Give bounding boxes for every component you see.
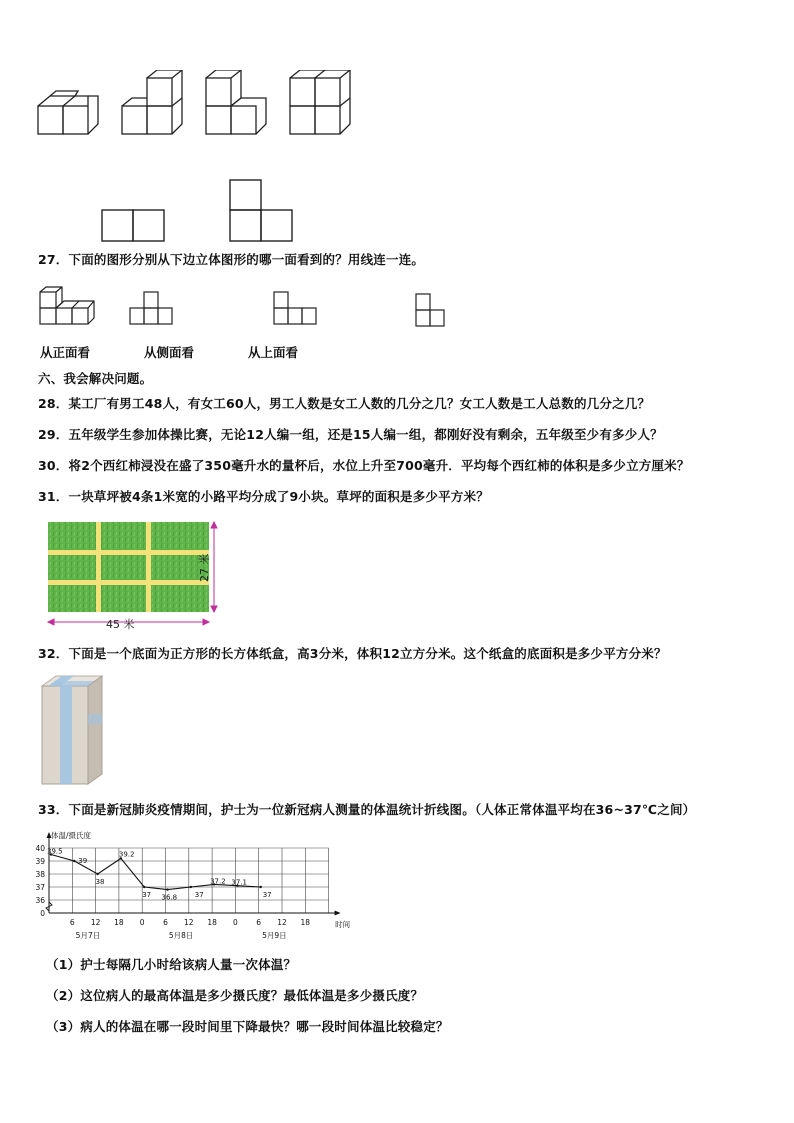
- data-point: [143, 886, 145, 888]
- question-27: 27．下面的图形分别从下边立体图形的哪一面看到的？用线连一连。: [38, 252, 425, 267]
- section-heading-6: 六、我会解决问题。: [38, 371, 153, 386]
- question-33-sub-1: （1）护士每隔几小时给该病人量一次体温？: [46, 957, 297, 972]
- cube-figures-top: [30, 70, 370, 142]
- y-tick-label: 39: [35, 857, 45, 866]
- question-30: 30．将2个西红柿浸没在盛了350毫升水的量杯后，水位上升至700毫升．平均每个西红柿的体积是多少立方厘米？: [38, 458, 690, 473]
- lawn-height-label: 27 米: [198, 553, 211, 582]
- x-tick-label: 0: [233, 918, 238, 927]
- x-tick-label: 18: [207, 918, 217, 927]
- lawn-figure: [40, 518, 230, 636]
- data-label: 39.5: [47, 847, 63, 856]
- question-29: 29．五年级学生参加体操比赛，无论12人编一组，还是15人编一组，都刚好没有剩余，五年级至少有多少人？: [38, 427, 663, 442]
- view-label-side: 从侧面看: [144, 345, 195, 360]
- temperature-line-chart: [32, 828, 352, 944]
- y-tick-label: 0: [40, 909, 45, 918]
- question-32: 32．下面是一个底面为正方形的长方体纸盒，高3分米，体积12立方分米。这个纸盒的底面积是多少平方分米？: [38, 646, 667, 661]
- q27-figures: [36, 280, 456, 330]
- x-tick-label: 6: [256, 918, 262, 927]
- y-tick-label: 37: [35, 883, 45, 892]
- data-label: 37.2: [210, 877, 226, 886]
- question-28: 28．某工厂有男工48人，有女工60人，男工人数是女工人数的几分之几？女工人数是工人总数的几分之几？: [38, 396, 651, 411]
- lawn-width-label: 45 米: [106, 618, 135, 631]
- data-point: [190, 886, 192, 888]
- x-tick-label: 12: [184, 918, 194, 927]
- data-label: 36.8: [161, 893, 178, 902]
- y-tick-label: 36: [35, 896, 45, 905]
- x-tick-label: 6: [163, 918, 168, 927]
- y-tick-label: 38: [35, 870, 45, 879]
- y-tick-label: 40: [35, 844, 45, 853]
- data-label: 37: [262, 891, 272, 899]
- flat-view-shapes: [98, 178, 298, 244]
- data-label: 38: [95, 878, 105, 886]
- data-point: [260, 886, 262, 888]
- x-tick-label: 18: [300, 918, 311, 927]
- x-axis-title: 时间: [335, 920, 351, 929]
- day-label: 5月8日: [168, 931, 194, 940]
- data-label: 39: [78, 857, 88, 865]
- x-tick-label: 12: [90, 918, 101, 927]
- x-tick-label: 12: [277, 918, 287, 927]
- question-33-sub-3: （3）病人的体温在哪一段时间里下降最快？哪一段时间体温比较稳定？: [46, 1019, 449, 1034]
- day-label: 5月9日: [262, 931, 287, 940]
- data-point: [73, 860, 75, 862]
- view-label-front: 从正面看: [40, 345, 91, 360]
- data-point: [96, 873, 98, 875]
- x-axis-arrow: [335, 911, 341, 916]
- view-label-top: 从上面看: [248, 345, 299, 360]
- data-label: 37: [194, 891, 204, 899]
- data-label: 39.2: [118, 850, 135, 859]
- y-axis-title: 体温/摄氏度: [51, 831, 92, 840]
- x-tick-label: 6: [69, 918, 75, 927]
- paper-box-figure: [38, 674, 108, 786]
- data-label: 37: [142, 891, 152, 899]
- question-33-sub-2: （2）这位病人的最高体温是多少摄氏度？最低体温是多少摄氏度？: [46, 988, 424, 1003]
- question-31: 31．一块草坪被4条1米宽的小路平均分成了9小块。草坪的面积是多少平方米？: [38, 489, 489, 504]
- data-label: 37.1: [231, 878, 247, 887]
- x-tick-label: 0: [139, 918, 145, 927]
- question-33: 33．下面是新冠肺炎疫情期间，护士为一位新冠病人测量的体温统计折线图。（人体正常体温平均在36~37℃之间）: [38, 802, 696, 817]
- x-tick-label: 18: [114, 918, 124, 927]
- data-point: [166, 888, 168, 890]
- day-label: 5月7日: [75, 931, 101, 940]
